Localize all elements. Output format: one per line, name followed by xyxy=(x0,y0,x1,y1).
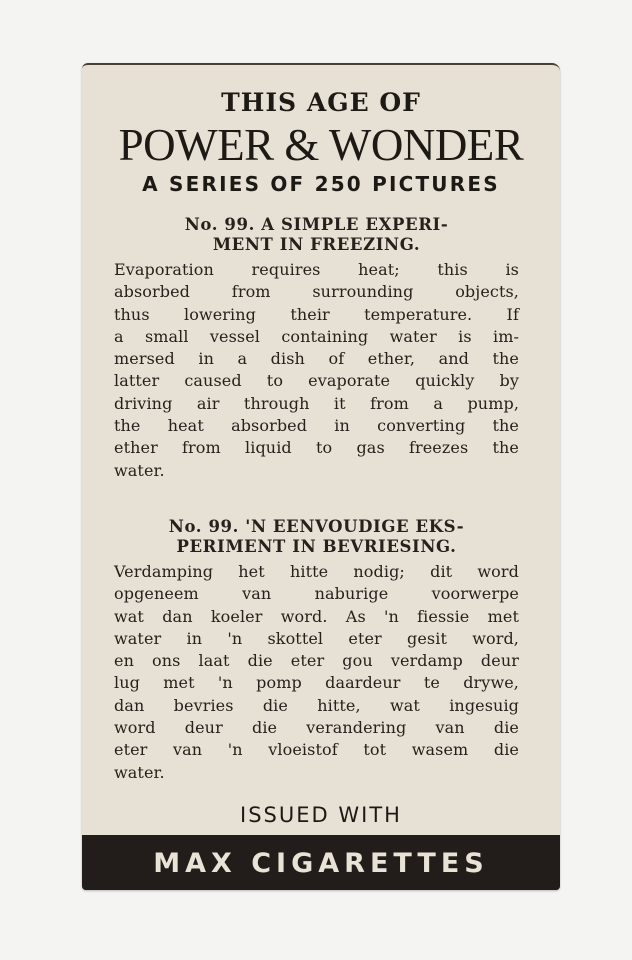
afrikaans-body xyxy=(114,561,519,784)
afrikaans-body-line: lug met 'n pomp daardeur te drywe, xyxy=(114,673,519,693)
series-title-line1: THIS AGE OF xyxy=(221,88,421,117)
english-heading xyxy=(114,215,519,255)
issued-with-label: ISSUED WITH xyxy=(240,803,402,827)
afrikaans-body-line: Verdamping het hitte nodig; dit word xyxy=(114,562,519,581)
english-body-line: latter caused to evaporate quickly by xyxy=(114,371,519,391)
afrikaans-heading xyxy=(114,517,519,557)
series-title-main: POWER & WONDER xyxy=(118,120,524,170)
english-body xyxy=(114,259,519,482)
english-body-line: ether from liquid to gas freezes the xyxy=(114,438,519,458)
afrikaans-body-line: word deur die verandering van die xyxy=(114,718,519,738)
afrikaans-body-line: wat dan koeler word. As 'n fiessie met xyxy=(114,606,519,626)
afrikaans-body-line: water. xyxy=(114,762,165,782)
english-body-line: Evaporation requires heat; this is xyxy=(114,260,519,279)
english-heading-line: No. 99. A SIMPLE EXPERI- xyxy=(184,215,449,234)
english-body-line: thus lowering their temperature. If xyxy=(114,304,519,324)
cigarette-card-back xyxy=(82,63,560,890)
english-section xyxy=(114,215,519,482)
afrikaans-body-line: dan bevries die hitte, wat ingesuig xyxy=(114,695,519,715)
english-body-line: mersed in a dish of ether, and the xyxy=(114,349,519,369)
english-body-line: absorbed from surrounding objects, xyxy=(114,282,519,302)
afrikaans-section xyxy=(114,517,519,784)
afrikaans-heading-line: No. 99. 'N EENVOUDIGE EKS- xyxy=(168,517,465,536)
series-subtitle: A SERIES OF 250 PICTURES xyxy=(142,172,500,196)
afrikaans-body-line: eter van 'n vloeistof tot wasem die xyxy=(114,740,519,760)
english-body-line: water. xyxy=(114,460,165,480)
afrikaans-body-line: en ons laat die eter gou verdamp deur xyxy=(114,651,519,671)
english-body-line: the heat absorbed in converting the xyxy=(114,416,519,436)
brand-name: MAX CIGARETTES xyxy=(153,848,489,879)
english-body-line: driving air through it from a pump, xyxy=(114,393,519,413)
afrikaans-body-line: opgeneem van naburige voorwerpe xyxy=(114,584,519,604)
afrikaans-heading-line: PERIMENT IN BEVRIESING. xyxy=(176,537,457,556)
afrikaans-body-line: water in 'n skottel eter gesit word, xyxy=(114,628,519,648)
english-heading-line: MENT IN FREEZING. xyxy=(212,235,421,254)
english-body-line: a small vessel containing water is im- xyxy=(114,326,519,346)
brand-band xyxy=(82,835,560,890)
